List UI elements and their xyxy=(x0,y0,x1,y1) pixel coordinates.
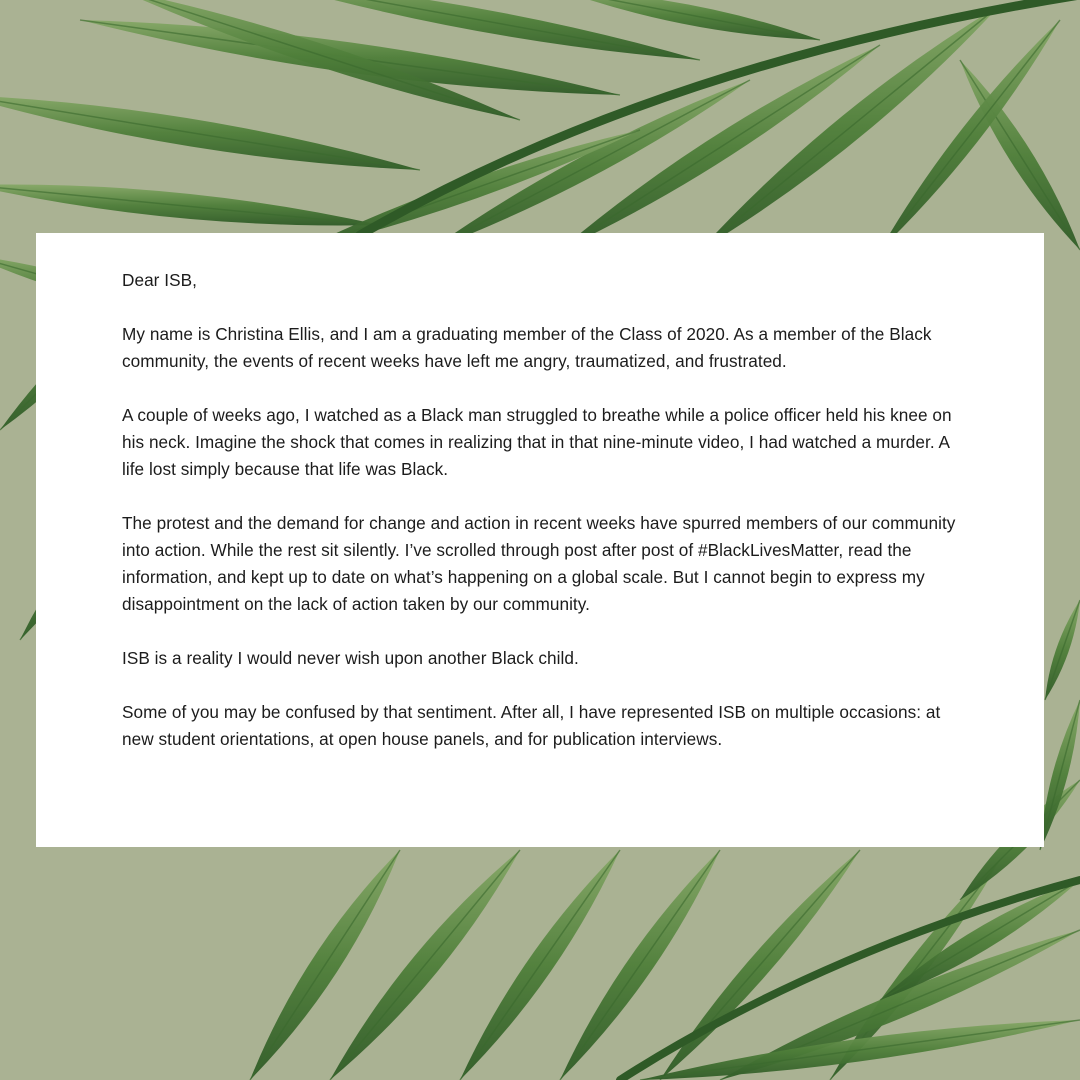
letter-paragraph: Some of you may be confused by that sentiment. After all, I have represented ISB on multiple occasions: at new student orientations, at open house panels, and for publication interviews. xyxy=(122,702,941,749)
palm-leaflet-rib xyxy=(960,60,1080,250)
palm-leaflet-rib xyxy=(250,850,400,1080)
palm-leaflet xyxy=(0,95,420,170)
letter-paragraph: My name is Christina Ellis, and I am a graduating member of the Class of 2020. As a member of the Black community, the events of recent weeks have left me angry, traumatized, and frustrated. xyxy=(122,324,932,371)
letter-card xyxy=(36,233,1044,847)
letter-paragraph: ISB is a reality I would never wish upon another Black child. xyxy=(122,648,579,668)
palm-leaflet-rib xyxy=(1040,700,1080,850)
palm-leaflet-rib xyxy=(880,20,1060,250)
palm-leaflet-rib xyxy=(1045,600,1080,700)
letter-paragraph: The protest and the demand for change and action in recent weeks have spurred members of our community into action. While the rest sit silently. I’ve scrolled through post after post of #BlackLivesMatter, read the information, and kept up to date on what’s happening on a global scale. But I cannot begin to express my disappointment on the lack of action taken by our community. xyxy=(122,513,956,614)
letter-salutation: Dear ISB, xyxy=(122,270,197,290)
letter-paragraph: A couple of weeks ago, I watched as a Black man struggled to breathe while a police officer held his knee on his neck. Imagine the shock that comes in realizing that in that nine-minute video, I had watched a murder. A life lost simply because that life was Black. xyxy=(122,405,952,479)
